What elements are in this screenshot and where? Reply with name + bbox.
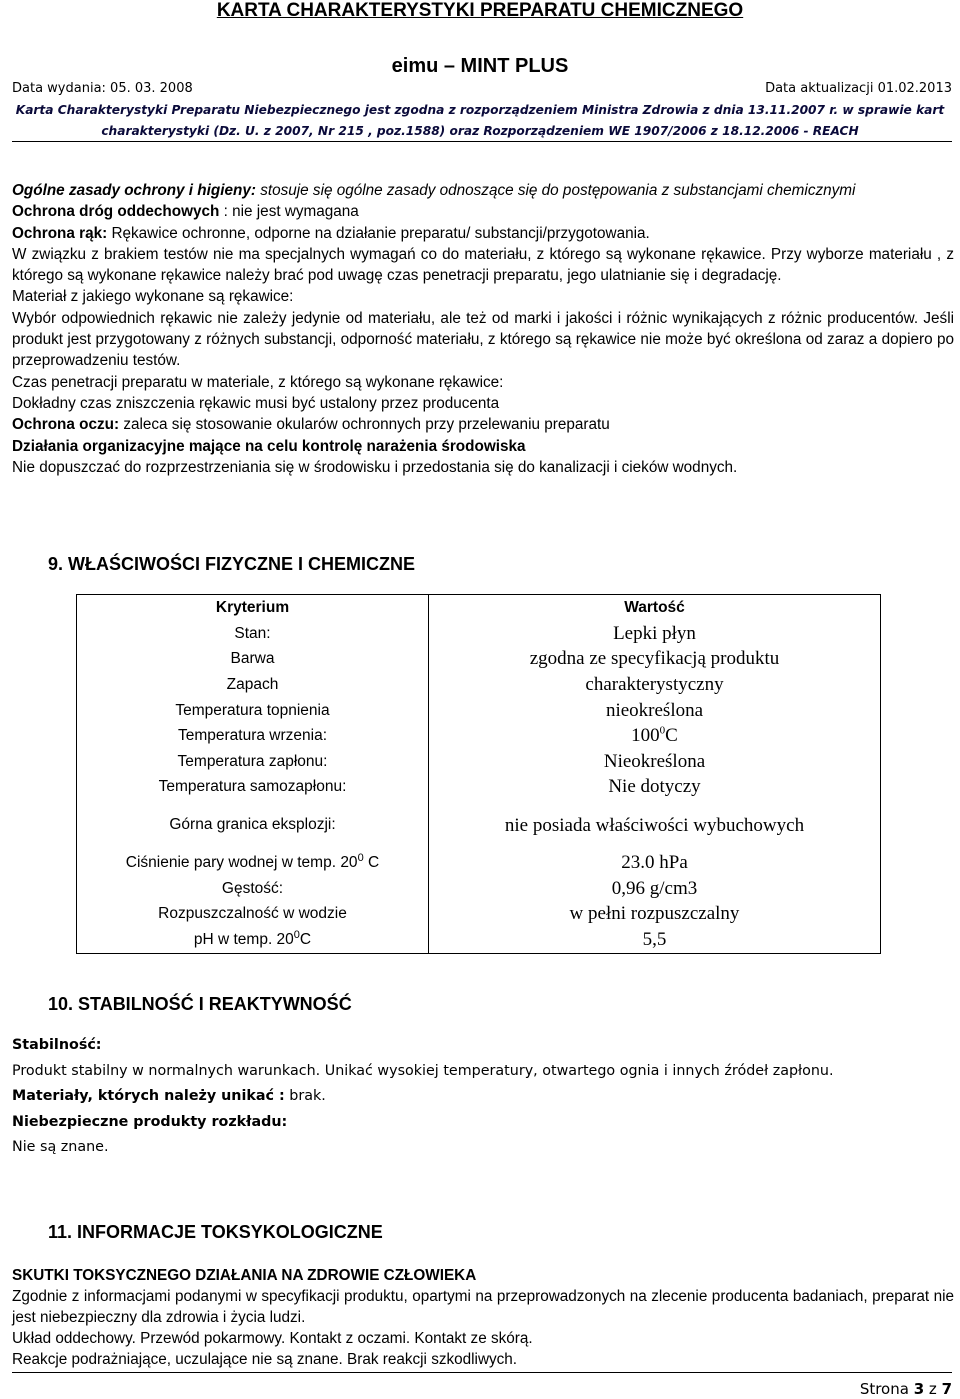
property-name xyxy=(77,698,429,724)
property-value xyxy=(429,876,881,902)
property-name xyxy=(77,723,429,749)
toxicology-paragraph: Zgodnie z informacjami podanymi w specyfikacji produktu, opartymi na przeprowadzonych na zlecenie producenta badaniach, preparat nie jest niebezpieczny dla zdrowia i życia ludzi. xyxy=(12,1288,954,1326)
table-row xyxy=(77,927,881,953)
materials-to-avoid-text: brak. xyxy=(284,1088,326,1104)
property-name-text: pH w temp. 20 xyxy=(193,930,294,948)
section-10-heading: 10. STABILNOŚĆ I REAKTYWNOŚĆ xyxy=(48,994,352,1014)
property-value xyxy=(429,901,881,927)
legal-notice xyxy=(0,100,960,142)
property-value-text: 5,5 xyxy=(642,928,667,950)
table-row xyxy=(77,775,881,801)
respiratory-paragraph xyxy=(12,201,954,222)
stability-text: Produkt stabilny w normalnych warunkach. Unikać wysokiej temperatury, otwartego ognia i innych źródeł zapłonu. xyxy=(12,1062,834,1079)
property-name-text: Temperatura wrzenia: xyxy=(177,727,328,745)
eyes-paragraph xyxy=(12,414,954,435)
property-name-text: Zapach xyxy=(226,675,279,693)
property-value xyxy=(429,749,881,775)
decomposition-text: Nie są znane. xyxy=(12,1139,109,1155)
hands-label: Ochrona rąk: xyxy=(12,224,108,242)
property-name xyxy=(77,749,429,775)
environment-heading: Działania organizacyjne mające na celu kontrolę narażenia środowiska xyxy=(12,437,526,455)
property-name xyxy=(77,800,429,850)
property-name-superscript: 0 xyxy=(293,928,300,941)
page-prefix: Strona xyxy=(859,1380,914,1398)
table-row xyxy=(77,621,881,647)
gloves-selection-paragraph xyxy=(12,244,954,287)
property-value-text: nieokreślona xyxy=(605,699,704,721)
table-row xyxy=(77,749,881,775)
penetration-text: Dokładny czas zniszczenia rękawic musi być ustalony przez producenta xyxy=(12,394,500,412)
table-row xyxy=(77,723,881,749)
stability-section xyxy=(12,1033,954,1161)
decomposition-label: Niebezpieczne produkty rozkładu: xyxy=(12,1113,288,1130)
property-name-text: Rozpuszczalność w wodzie xyxy=(158,905,347,923)
property-name-unit: C xyxy=(299,930,312,948)
property-value xyxy=(429,647,881,673)
properties-table xyxy=(76,594,881,954)
property-name xyxy=(77,901,429,927)
table-row xyxy=(77,901,881,927)
table-row xyxy=(77,672,881,698)
hygiene-label: Ogólne zasady ochrony i higieny: xyxy=(12,182,256,199)
property-name xyxy=(77,876,429,902)
table-row xyxy=(77,698,881,724)
property-value-text: 23.0 hPa xyxy=(621,851,688,873)
respiratory-label: Ochrona dróg oddechowych xyxy=(12,203,220,221)
glove-material-heading: Materiał z jakiego wykonane są rękawice: xyxy=(12,288,294,306)
glove-material-text: Wybór odpowiednich rękawic nie zależy jedynie od materiału, ale też od marki i jakości i różnic wynikających z różnic producentów. Jeśli produkt jest przygotowany z różnych substancji, odporność materiału, z którego są rękawice nie może być określona od zaraz a dopiero po przeprowadzeniu testów. xyxy=(12,309,954,370)
header-divider xyxy=(12,141,952,142)
property-value-superscript: 0 xyxy=(659,724,666,737)
hygiene-paragraph xyxy=(12,180,954,201)
property-name xyxy=(77,775,429,801)
section-11-heading: 11. INFORMACJE TOKSYKOLOGICZNE xyxy=(48,1222,383,1242)
product-name: eimu – MINT PLUS xyxy=(391,55,569,77)
property-name-text: Gęstość: xyxy=(221,879,284,897)
table-row xyxy=(77,647,881,673)
page-number xyxy=(860,1379,952,1399)
property-name-text: Górna granica eksplozji: xyxy=(169,816,336,834)
page-current: 3 xyxy=(913,1380,925,1398)
property-value-text: Nie dotyczy xyxy=(608,776,701,798)
update-date: Data aktualizacji 01.02.2013 xyxy=(765,81,952,96)
property-name-text: Temperatura samozapłonu: xyxy=(158,778,347,796)
eyes-label: Ochrona oczu: xyxy=(12,416,120,434)
section-9-heading: 9. WŁAŚCIWOŚCI FIZYCZNE I CHEMICZNE xyxy=(48,554,415,574)
property-value-text: 100 xyxy=(631,725,660,747)
penetration-heading: Czas penetracji preparatu w materiale, z którego są wykonane rękawice: xyxy=(12,373,504,391)
property-value xyxy=(429,800,881,850)
column-header-value: Wartość xyxy=(624,599,685,616)
toxicology-paragraph: Układ oddechowy. Przewód pokarmowy. Kontakt z oczami. Kontakt ze skórą. xyxy=(12,1330,533,1347)
property-value xyxy=(429,698,881,724)
environment-text: Nie dopuszczać do rozprzestrzeniania się w środowisku i przedostania się do kanalizacji i cieków wodnych. xyxy=(12,458,738,476)
property-name-text: Ciśnienie pary wodnej w temp. 20 xyxy=(125,853,358,871)
page-total: 7 xyxy=(941,1380,952,1398)
hygiene-text: stosuje się ogólne zasady odnoszące się do postępowania z substancjami chemicznymi xyxy=(255,182,856,199)
property-name xyxy=(77,647,429,673)
stability-label: Stabilność: xyxy=(12,1037,102,1053)
property-value xyxy=(429,927,881,953)
property-name xyxy=(77,927,429,953)
property-value xyxy=(429,621,881,647)
toxicology-subheading: SKUTKI TOKSYCZNEGO DZIAŁANIA NA ZDROWIE CZŁOWIEKA xyxy=(12,1267,477,1284)
property-name-text: Stan: xyxy=(234,624,271,642)
page-separator: z xyxy=(924,1380,942,1398)
exposure-controls-section xyxy=(12,180,954,478)
document-dates xyxy=(12,80,952,97)
gloves-selection-text-2: Przy wyborze materiału , z którego są wykonane rękawice należy brać pod uwagę czas penetracji preparatu, jego ulatnianie się i degradację. xyxy=(12,245,954,285)
column-header-criterion: Kryterium xyxy=(77,595,429,622)
property-name xyxy=(77,850,429,876)
table-row xyxy=(77,850,881,876)
materials-to-avoid xyxy=(12,1084,954,1110)
toxicology-section xyxy=(12,1265,954,1370)
document-title: KARTA CHARAKTERYSTYKI PREPARATU CHEMICZNEGO xyxy=(216,0,744,21)
property-value xyxy=(429,850,881,876)
property-value-text: Nieokreślona xyxy=(603,750,706,772)
property-name xyxy=(77,672,429,698)
property-name-superscript: 0 xyxy=(357,851,364,864)
gloves-selection-text: W związku z brakiem testów nie ma specjalnych wymagań co do materiału, z którego są wykonane rękawice. xyxy=(12,245,766,263)
property-value xyxy=(429,723,881,749)
issue-date: Data wydania: 05. 03. 2008 xyxy=(12,81,193,96)
property-value-unit: C xyxy=(665,725,678,747)
property-value-text: zgodna ze specyfikacją produktu xyxy=(529,648,780,670)
respiratory-text: : nie jest wymagana xyxy=(219,203,359,221)
property-name-text: Temperatura zapłonu: xyxy=(177,752,328,770)
property-name-text: Temperatura topnienia xyxy=(175,701,330,719)
property-value-text: 0,96 g/cm3 xyxy=(611,877,698,899)
property-value xyxy=(429,672,881,698)
table-header-row xyxy=(77,595,881,622)
legal-notice-line: charakterystyki (Dz. U. z 2007, Nr 215 , poz.1588) oraz Rozporządzeniem WE 1907/2006 z 18.12.2006 - REACH xyxy=(101,124,859,138)
property-value-text: charakterystyczny xyxy=(585,673,724,695)
property-value-text: w pełni rozpuszczalny xyxy=(569,903,740,925)
hands-text: Rękawice ochronne, odporne na działanie preparatu/ substancji/przygotowania. xyxy=(107,224,650,242)
legal-notice-line: Karta Charakterystyki Preparatu Niebezpiecznego jest zgodna z rozporządzeniem Ministra Zdrowia z dnia 13.11.2007 r. w sprawie kart xyxy=(15,103,945,117)
table-row xyxy=(77,800,881,850)
footer-divider xyxy=(12,1372,952,1373)
property-name-text: Barwa xyxy=(230,650,275,668)
property-value-text: Lepki płyn xyxy=(613,622,696,644)
property-value xyxy=(429,775,881,801)
toxicology-paragraph: Reakcje podrażniające, uczulające nie są znane. Brak reakcji szkodliwych. xyxy=(12,1351,518,1368)
table-row xyxy=(77,876,881,902)
property-name xyxy=(77,621,429,647)
materials-to-avoid-label: Materiały, których należy unikać : xyxy=(12,1088,285,1104)
hands-paragraph xyxy=(12,223,954,244)
eyes-text: zaleca się stosowanie okularów ochronnych przy przelewaniu preparatu xyxy=(119,416,610,434)
property-name-unit: C xyxy=(363,853,380,871)
property-value-text: nie posiada właściwości wybuchowych xyxy=(504,814,805,836)
